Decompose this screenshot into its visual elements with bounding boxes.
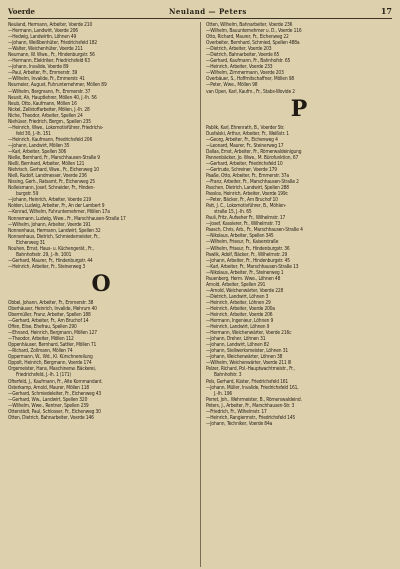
directory-entry: —Johann, Dreher, Löhnen 31 [206, 336, 266, 343]
directory-entry: —Johann, Landwirt, Möllen 35 [8, 142, 70, 149]
directory-entry: —Gerhard, Maurer, Fr., Hindenburgstr. 44 [8, 257, 93, 264]
header-left: Voerde [8, 7, 35, 16]
directory-entry: Pablik, Karl, Ehrenrath, B., Voerder Str. [206, 124, 285, 131]
directory-entry: —Wilhelm, Johann, Arbeiter, Voerde 191 [8, 221, 91, 228]
directory-entry: Patt, J. C., Lokomotivführer, B., Möhlen- [206, 203, 287, 210]
directory-entry: —Friedrich, Fr., Wilhelmstr. 17 [206, 408, 267, 415]
directory-entry: Offen, Elise, Ehefrau, Spellen 290 [8, 324, 77, 331]
directory-entry: Pannenbäcker, Jo. Wwe., M. Bürofunktion, 67 [206, 154, 299, 161]
directory-entry: Obermüller, Franz, Arbeiter, Spellen 188 [8, 312, 91, 319]
directory-entry: Paasch, Chris, Arb., Fr., Marschhausen-Straße 4 [206, 227, 303, 234]
entry-continuation: J.-Ih. 196 [214, 390, 233, 397]
section-letter-p: P [290, 95, 308, 122]
directory-entry: —Gerhard, Ww., Landwirt, Spellen 320 [8, 396, 88, 403]
directory-entry: Pels, Gerhard, Küster, Friedrichsfeld 161 [206, 378, 289, 385]
entry-continuation: burgstr. 59 [16, 191, 39, 198]
directory-entry: —Georg, Arbeiter, Fr., Eichenweg 4 [206, 136, 278, 143]
directory-entry: —Heinrich, Arbeiter, Voerde 233 [206, 64, 273, 71]
directory-entry: —Konrad, Wilhelm, Fuhrunternehmer, Möllen 17a [8, 209, 110, 216]
directory-entry: Neumann, W. Wwe., Fr., Hindenburgstr. 56 [8, 52, 95, 59]
directory-entry: —Peter, Bäcker, Fr., Am Bruchof 10 [206, 197, 278, 204]
directory-entry: —Heinrich, Landwirt, Löhnen 9 [206, 324, 270, 331]
directory-entry: —Johann, Invalide, Voerde 89 [8, 64, 69, 71]
directory-entry: —Wilhelm, Friseur, Fr., Hindenburgstr. 36 [206, 245, 290, 252]
directory-entry: Dallas, Ernst, Arbeiter, Fr., Römerwaldeinigung [206, 148, 302, 155]
directory-entry: —Wilhelm, Bergmann, Fr., Emmerstr. 37 [8, 88, 91, 95]
directory-entry: Nouhen, Ernst, Haus- u. Küchengerät., Fr., [8, 245, 94, 252]
directory-entry: —Wilhelm, Wwe., Rentner, Spellen 239 [8, 402, 89, 409]
directory-entry: Pawlik, Adolf, Bäcker, Fr., Wilhelmstr. 29 [206, 251, 288, 258]
directory-entry: —Wilhelm, Zimmermann, Voerde 203 [206, 70, 284, 77]
directory-entry: Paschen, Dietrich, Landwirt, Spellen 288 [206, 185, 289, 192]
directory-entry: Neusit, Ah, Hauptlehrer, Möllen 40, J.-Ih. 56 [8, 94, 97, 101]
directory-entry: Nieße, Bernhard, Fr., Marschhausen-Straße 9 [8, 155, 100, 162]
directory-entry: Pelzer, Richard, Pol.-Hauptwachtmeistr., Fr., [206, 366, 295, 373]
directory-entry: Otto, Richard, Maurer, Fr., Eichenweg 22 [206, 34, 289, 41]
directory-entry: Overbeiter, Bernhard, Schmied, Spellen 488a [206, 40, 300, 47]
entry-continuation: straße 15, J.-Ih. 65 [214, 209, 252, 216]
directory-entry: Otten, Dietrich, Bahnarbeiter, Voerde 146 [8, 414, 94, 421]
section-letter-o: O [91, 270, 111, 297]
directory-entry: —Arnold, Weichenwärter, Voerde 228 [206, 287, 284, 294]
directory-entry: Passlos, Heinrich, Arbeiter, Voerde 199c [206, 191, 288, 198]
directory-entry: Otterstädt, Paul, Schlosser, Fr., Eichenweg 30 [8, 408, 101, 415]
right-entries-top [206, 22, 392, 95]
directory-entry: Niche, Theodor, Arbeiter, Spellen 24 [8, 112, 83, 119]
directory-entry: Nonnemann, Ludwig, Wwe., Fr., Marschhausen-Straße 17 [8, 215, 126, 222]
right-column [200, 22, 392, 567]
directory-entry: —Hedwig, Landwirtin, Löhnen 49 [8, 34, 77, 41]
directory-entry: —Heinrich, Arbeiter, Voerde 206 [206, 312, 273, 319]
directory-entry: —Wilhelm, Invalide, Fr., Emmerstr. 41 [8, 76, 85, 83]
right-entries-bottom [206, 125, 392, 427]
directory-entry: Paaße, Otto, Arbeiter, Fr., Emmerstr. 37a [206, 172, 289, 179]
directory-entry: —Gerhard, Kaufmann, Fr., Bahnhofstr. 65 [206, 58, 291, 65]
directory-entry: Neub, Otto, Kaufmann, Möllen 16 [8, 100, 77, 107]
directory-entry: —Gerhard, Arbeiter, Friedrichsfeld 10 [206, 160, 283, 167]
directory-entry: Oppenhäuser, Bernhard, Sattler, Möllen 71 [8, 342, 97, 349]
page-number: 17 [380, 6, 392, 16]
directory-entry: —Gerhard, Schmiedeleiter, Fr., Eichenweg 43 [8, 390, 102, 397]
header-center: Neuland — Peters [168, 7, 247, 16]
directory-entry: Ofterfeld, J., Kaufmann, Fr., Alte Kommandant. [8, 378, 103, 385]
directory-entry: —Leonard, Maurer, Fr., Steinerweg 17 [206, 142, 284, 149]
directory-entry: —Hermann, Weichenwärter, Voerde 216c [206, 330, 292, 337]
directory-entry: —Josef, Kassierer, Fr., Wilhelmstr. 73 [206, 221, 281, 228]
directory-entry: —Johann, Landwirt, Löhnen 82 [206, 342, 270, 349]
directory-entry: —Walter, Weichenhüter, Voerde 211 [8, 46, 83, 53]
directory-entry: —Karl, Arbeiter, Fr., Marschhausen-Straße 13 [206, 263, 299, 270]
directory-entry: —Franz, Arbeiter, Fr., Marschhausen-Straße 2 [206, 178, 299, 185]
directory-entry: —Peter, Wwe., Möllen 98 [206, 82, 258, 89]
entry-continuation: Bahnhofstr. 3 [214, 372, 242, 379]
directory-entry: Nießl, Bernhard, Arbeiter, Möllen 121 [8, 161, 85, 168]
directory-entry: —Johann, Arbeiter, Fr., Hindenburgstr. 45 [206, 257, 290, 264]
directory-entry: —Johann, Müller, Invalide, Friedrichsfeld 161, [206, 384, 299, 391]
entry-continuation: Bahnhofsstr. 29, J.-Ih. 1001 [16, 251, 72, 258]
directory-entry: Overbäuer, S., Hoffmitschaffner, Möllen 98 [206, 76, 295, 83]
directory-entry: —Heinrich, Kaufmann, Friedrichsfeld 206 [8, 136, 93, 143]
directory-entry: Nissing, Gerh., Ratsamt, Fr., Eichenweg 25 [8, 179, 95, 186]
directory-entry: Nickel, Zellstoffarbeiter, Möllen, J.-Ih. 28 [8, 106, 90, 113]
directory-entry: Nolden, Ludwig, Arbeiter, Fr., An der Lambert 9 [8, 203, 105, 210]
directory-entry: Peters, J., Arbeiter, Fr., Marschhausen-Str. 3 [206, 402, 295, 409]
directory-entry: Pauenberg, Herm. Wwe., Löhnen 48 [206, 275, 281, 282]
left-entries-top [8, 22, 194, 270]
directory-entry: —Nikolaus, Arbeiter, Fr., Steinerweg 1 [206, 269, 284, 276]
directory-entry: —Johann, Weichenwärter, Löhnen 38 [206, 354, 283, 361]
left-entries-bottom [8, 300, 194, 421]
directory-entry: —Heinrich, Rangiermstr., Friedrichsfeld 145 [206, 414, 296, 421]
directory-entry: —Wilhelm, Weichenwärter, Voerde 211 III [206, 360, 292, 367]
directory-entry: Neumeier, August, Fuhrunternehmer, Möllen 89 [8, 82, 107, 89]
entry-continuation: Friedrichsfeld, J.-Ih. 1 (171) [16, 372, 71, 379]
directory-entry: Nolleismann, Josef, Schneider, Fr., Hinden- [8, 185, 95, 192]
directory-entry: Osterkamp, Arnold, Maurer, Möllen 118 [8, 384, 90, 391]
directory-entry: Otten, Wilhelm, Bahnarbeiter, Voerde 236 [206, 22, 293, 28]
directory-entry: Pauli, Fritz, Aufseher Fr., Wilhelmstr. 17 [206, 215, 286, 222]
directory-entry: Niehüser, Friedrich, Bergm., Spellen 235 [8, 118, 91, 125]
directory-entry: —Theodor, Arbeiter, Möllen 112 [8, 336, 74, 343]
directory-entry: —Johann, Heinrich, Arbeiter, Voerde 219 [8, 197, 92, 204]
directory-entry: —Heinrich, Arbeiter, Fr., Steinerweg 3 [8, 263, 86, 270]
directory-entry: —Hermann, Landwirt, Voerde 206 [8, 28, 78, 35]
directory-entry: —Heinrich, Arbeiter, Voerde 200a [206, 305, 275, 312]
directory-entry: —Johann, Stellwerksmeister, Löhnen 31 [206, 348, 288, 355]
directory-entry: Niehrisch, Gerhard, Wwe., Fr., Eichenweg 10 [8, 167, 99, 174]
directory-entry: —Wilhelm, Friseur, Fr., Kaiserstraße [206, 239, 279, 246]
directory-entry: —Gerhard, Arbeiter, Fr., Am Bruchof 14 [8, 318, 89, 325]
directory-entry: —Dietrich, Arbeiter, Voerde 203 [206, 46, 272, 53]
directory-entry: Dusfalski, Arthur, Arbeiter, Fr., Weißstr. 1 [206, 130, 289, 137]
directory-entry: Neuland, Hermann, Arbeiter, Voerde 210 [8, 22, 93, 28]
directory-entry: —Wilhelm, Bauunternehmer u. D., Voerde 116 [206, 28, 302, 35]
directory-entry: —Hermann, Elektriker, Friedrichsfeld 63 [8, 58, 90, 65]
entry-continuation: Eichenweg 31 [16, 239, 46, 246]
directory-entry: —Dietrich, Landwirt, Löhnen 3 [206, 293, 269, 300]
left-column [8, 22, 194, 567]
directory-entry: —Paul, Arbeiter, Fr., Emmerstr. 39 [8, 70, 78, 77]
directory-entry: —Johann, Weißbenhüter, Friedrichsfeld 182 [8, 40, 98, 47]
directory-entry: Oppolt, Heinrich, Bergmann, Voerde 174 [8, 360, 92, 367]
directory-entry: Orgemeister, Hans, Maschinenw. Bäckerei, [8, 366, 96, 373]
directory-entry: —Ehnand, Heinrich, Bergmann, Möllen 127 [8, 330, 97, 337]
directory-entry: Nonnenhaus, Hermann, Landwirt, Spellen 32 [8, 227, 101, 234]
page-header [8, 6, 392, 19]
directory-entry: Oberhäuser, Heinrich, Invalide, Mehrum 40 [8, 305, 97, 312]
directory-entry: —Heinrich, Wwe., Lokomotivführer, Friedrichs- [8, 124, 104, 131]
directory-entry: —Karl, Arbeiter, Spellen 306 [8, 148, 67, 155]
directory-entry: Nonnenhaus, Dietrich, Schmiedemeister, Fr., [8, 233, 100, 240]
directory-entry: Obbel, Johann, Arbeiter, Fr., Emmerstr. 38 [8, 299, 94, 306]
directory-entry: van Open, Karl, Kaufm., Fr., Stabs-Wovide 2 [206, 88, 295, 95]
directory-entry: Perret, Joh., Wehrmeister, B., Römerswaldeind. [206, 396, 302, 403]
directory-entry: Nieß, Rudolf, Landmesser, Voerde 236 [8, 173, 87, 180]
directory-entry: —Johann, Techniker, Voerde 84a [206, 420, 273, 427]
directory-entry: —Hermann, Ingenieur, Löhnen 9 [206, 318, 274, 325]
directory-entry: —Dietrich, Bahnarbeiter, Voerde 65 [206, 52, 280, 59]
directory-entry: Oppermann, W., Wd., Kl. Kürschnereilung [8, 354, 93, 361]
entry-continuation: feld 30, J.-Ih. 151 [16, 130, 51, 137]
directory-entry: —Richard, Zollmann, Möllen 74 [8, 348, 73, 355]
directory-entry: —Heinrich, Arbeiter, Löhnen 29 [206, 299, 271, 306]
directory-entry: Arnold, Arbeiter, Spellen 291 [206, 281, 266, 288]
directory-entry: —Nikolaus, Arbeiter, Spellen 345 [206, 233, 274, 240]
directory-entry: —Gertrude, Schreiner, Voerde 179 [206, 166, 277, 173]
